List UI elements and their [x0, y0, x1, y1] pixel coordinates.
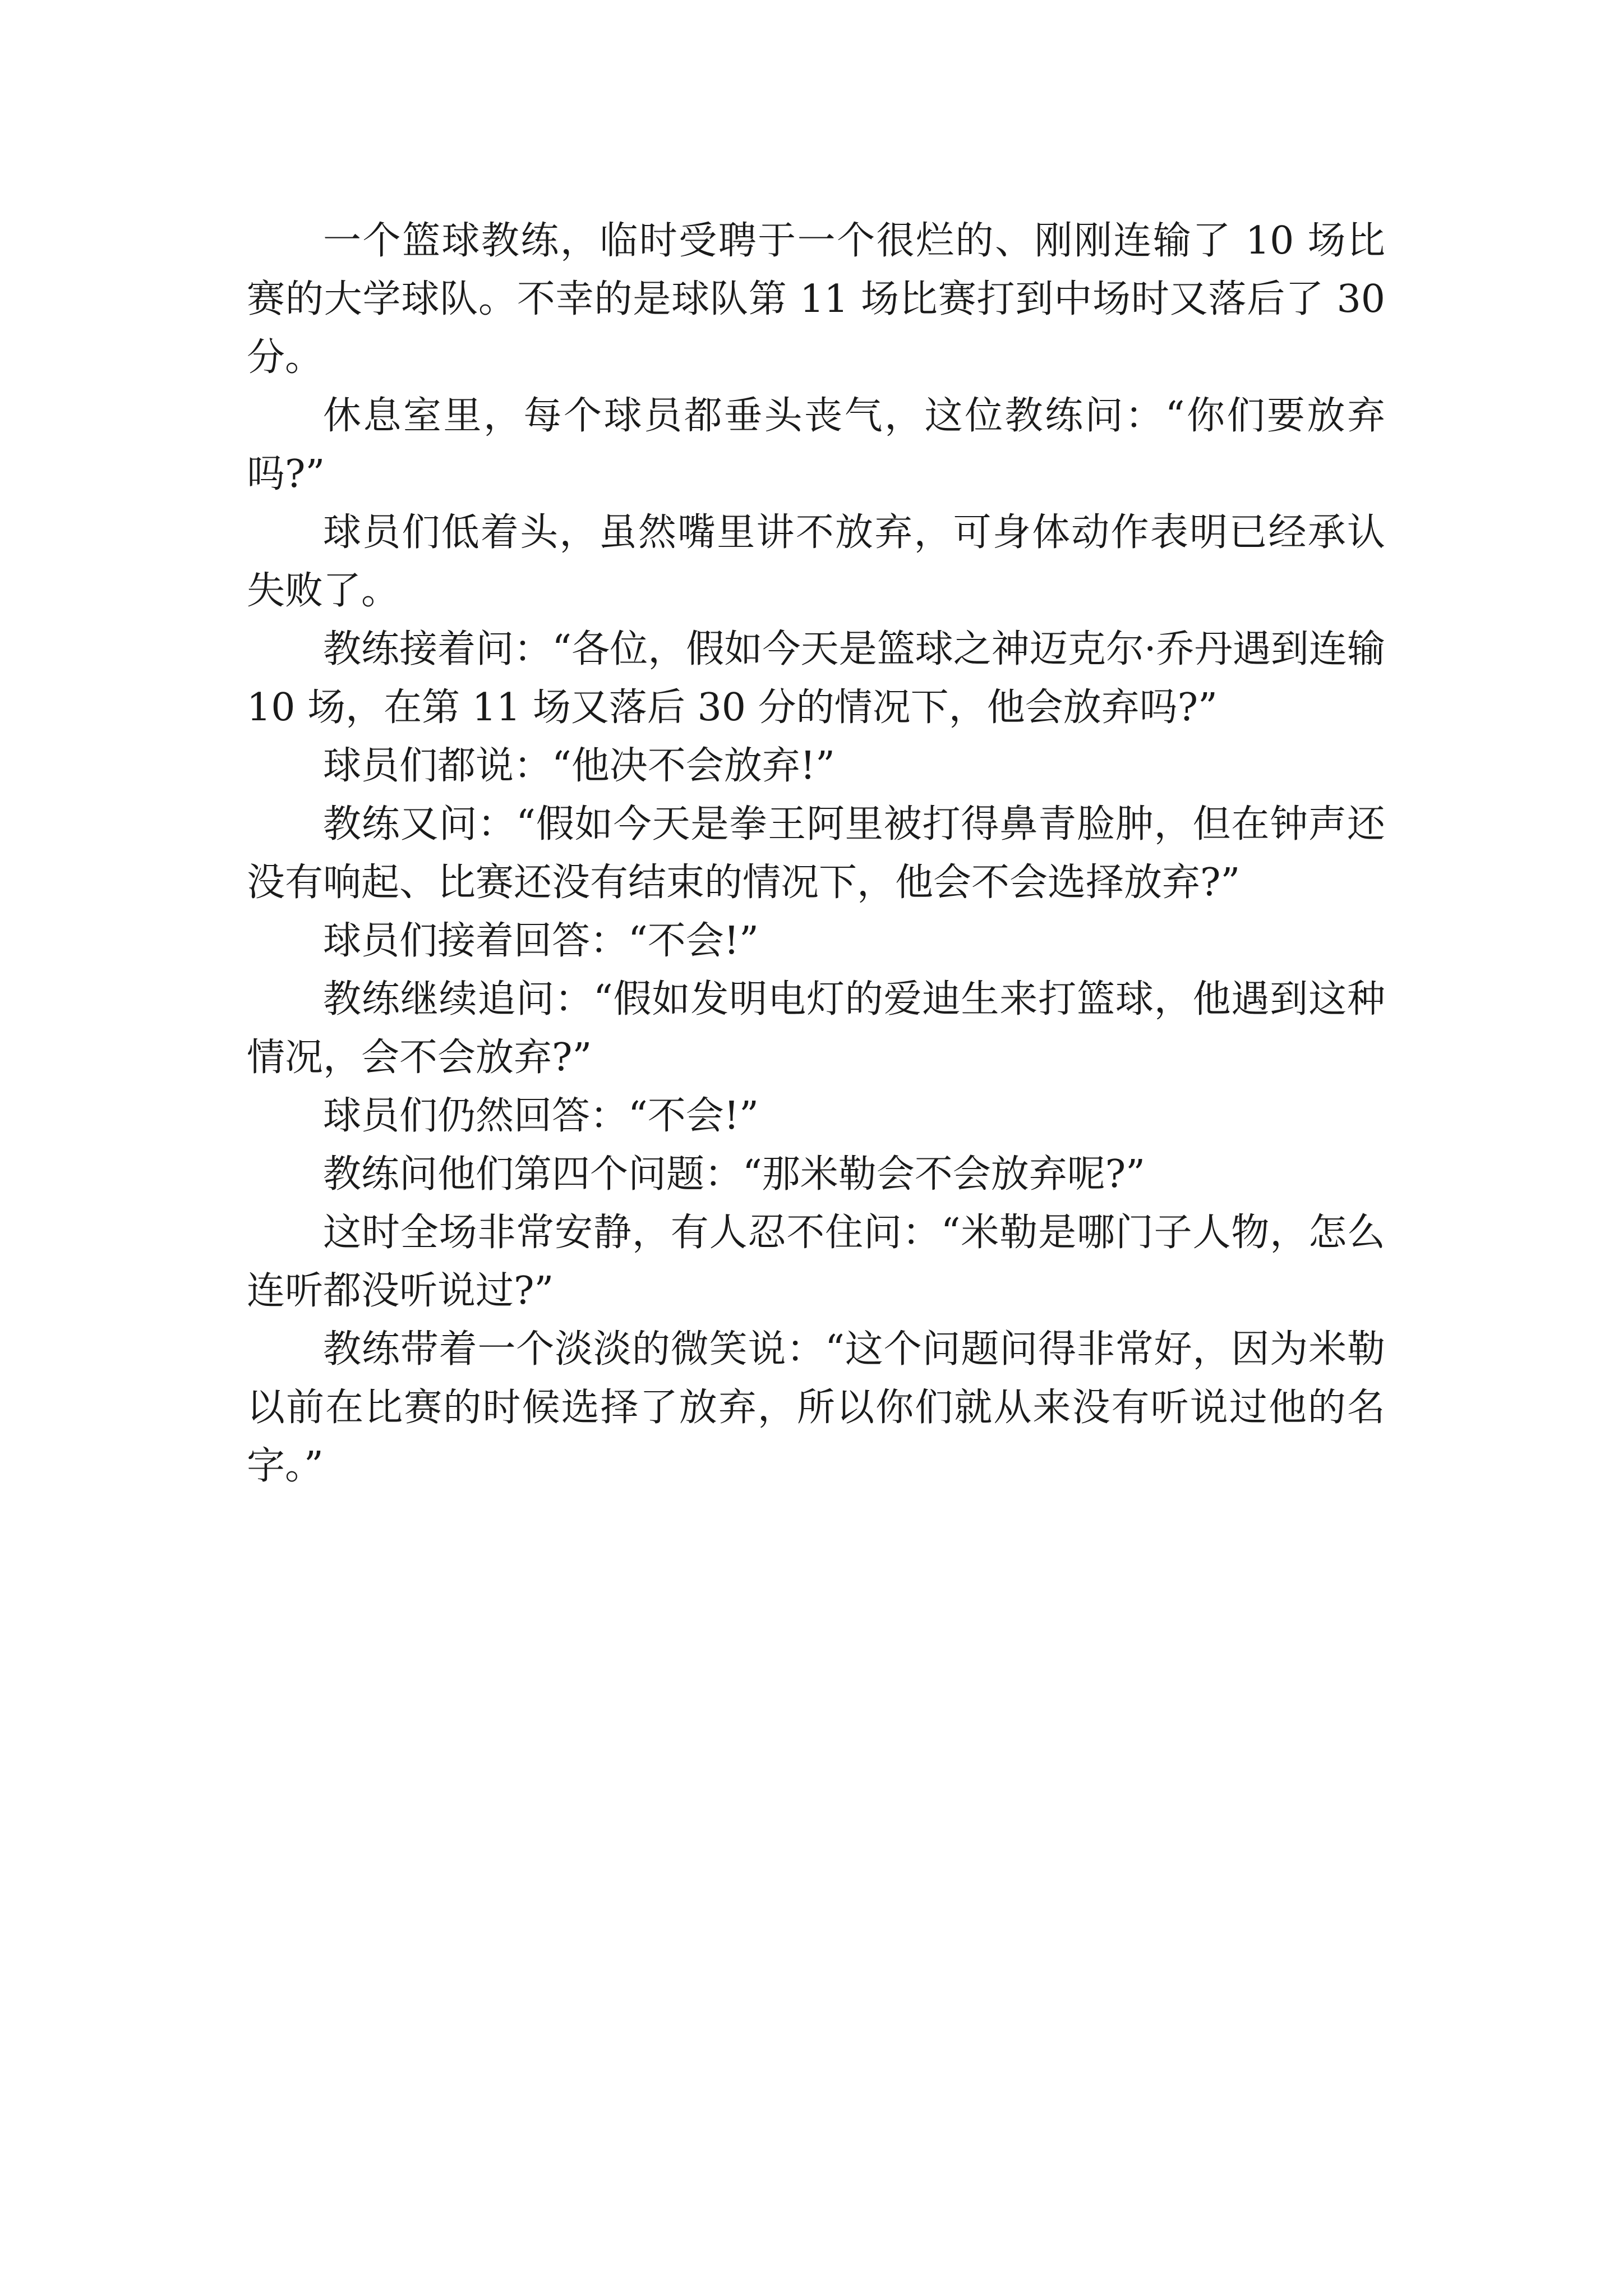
paragraph-4: 教练接着问：“各位，假如今天是篮球之神迈克尔·乔丹遇到连输 10 场，在第 11 场又落后 30 分的情况下，他会放弃吗?”	[247, 627, 1385, 730]
paragraph-6: 教练又问：“假如今天是拳王阿里被打得鼻青脸肿，但在钟声还没有响起、比赛还没有结束的情况下，他会不会选择放弃?”	[247, 802, 1385, 905]
paragraph-10: 教练问他们第四个问题：“那米勒会不会放弃呢?”	[323, 1152, 1145, 1197]
document-body	[247, 212, 1385, 1496]
paragraph-3: 球员们低着头，虽然嘴里讲不放弃，可身体动作表明已经承认失败了。	[247, 510, 1385, 613]
paragraph-8: 教练继续追问：“假如发明电灯的爱迪生来打篮球，他遇到这种情况，会不会放弃?”	[247, 977, 1386, 1080]
paragraph-2: 休息室里，每个球员都垂头丧气，这位教练问：“你们要放弃吗?”	[247, 394, 1385, 496]
paragraph-7: 球员们接着回答：“不会!”	[323, 919, 759, 963]
paragraph-1: 一个篮球教练，临时受聘于一个很烂的、刚刚连输了 10 场比赛的大学球队。不幸的是球队第 11 场比赛打到中场时又落后了 30 分。	[247, 219, 1385, 380]
paragraph-5: 球员们都说：“他决不会放弃!”	[323, 744, 835, 788]
paragraph-9: 球员们仍然回答：“不会!”	[323, 1094, 759, 1138]
paragraph-11: 这时全场非常安静，有人忍不住问：“米勒是哪门子人物，怎么连听都没听说过?”	[247, 1211, 1385, 1313]
paragraph-12: 教练带着一个淡淡的微笑说：“这个问题问得非常好，因为米勒以前在比赛的时候选择了放弃，所以你们就从来没有听说过他的名字。”	[247, 1327, 1385, 1488]
